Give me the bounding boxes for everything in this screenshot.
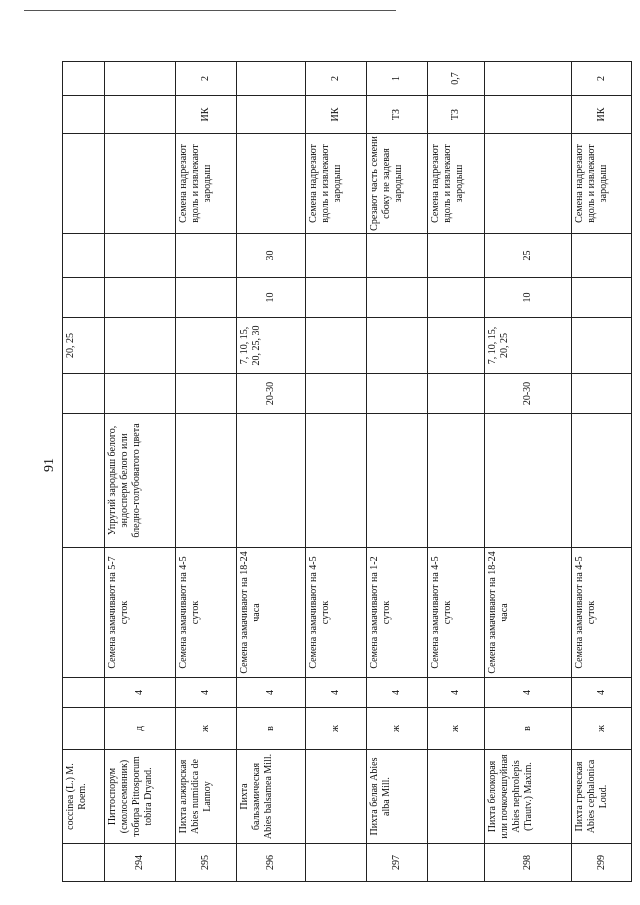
temperature-range: 20-30 bbox=[485, 374, 572, 414]
table-row bbox=[427, 62, 484, 882]
value-cell: 0,7 bbox=[427, 62, 484, 96]
row-number: 299 bbox=[572, 844, 632, 882]
hole-count: 4 bbox=[427, 678, 484, 708]
hole-count: 4 bbox=[572, 678, 632, 708]
table-row bbox=[63, 62, 105, 882]
hole-count: 4 bbox=[237, 678, 306, 708]
days-list: 20, 25 bbox=[63, 318, 105, 374]
temperature-range bbox=[104, 374, 176, 414]
value-cell: 2 bbox=[306, 62, 367, 96]
count-b bbox=[306, 234, 367, 278]
treatment-text: Семена замачивают на 4-5 суток bbox=[306, 548, 367, 678]
treatment-text bbox=[63, 548, 105, 678]
group-letter: ж bbox=[176, 708, 237, 750]
row-number bbox=[427, 844, 484, 882]
temperature-range bbox=[306, 374, 367, 414]
group-letter: ж bbox=[306, 708, 367, 750]
value-cell: 2 bbox=[176, 62, 237, 96]
value-cell bbox=[63, 62, 105, 96]
count-a bbox=[176, 278, 237, 318]
row-number bbox=[306, 844, 367, 882]
count-b bbox=[104, 234, 176, 278]
row-number: 298 bbox=[485, 844, 572, 882]
value-cell bbox=[485, 62, 572, 96]
row-number: 296 bbox=[237, 844, 306, 882]
count-b bbox=[176, 234, 237, 278]
days-list bbox=[306, 318, 367, 374]
method-code: ТЗ bbox=[427, 96, 484, 134]
hole-count bbox=[63, 678, 105, 708]
preparation-note bbox=[104, 134, 176, 234]
preparation-note: Семена надрезают вдоль и извлекают зародыш bbox=[306, 134, 367, 234]
plant-name: Пихта бальзамическая Abies balsamea Mill. bbox=[237, 750, 306, 844]
days-list bbox=[427, 318, 484, 374]
plant-name: coccinea (L.) M. Roem. bbox=[63, 750, 105, 844]
plant-name bbox=[306, 750, 367, 844]
plant-name: Пихта алжирская Abies numidica de Lannoy bbox=[176, 750, 237, 844]
treatment-text: Семена замачивают на 5-7 суток bbox=[104, 548, 176, 678]
treatment-text: Семена замачивают на 1-2 суток bbox=[367, 548, 428, 678]
page-number: 91 bbox=[42, 458, 57, 472]
count-b bbox=[427, 234, 484, 278]
table-row bbox=[176, 62, 237, 882]
value-cell: 2 bbox=[572, 62, 632, 96]
preparation-note bbox=[485, 134, 572, 234]
group-letter: ж bbox=[427, 708, 484, 750]
preparation-note: Семена надрезают вдоль и извлекают зародыш bbox=[427, 134, 484, 234]
treatment-text: Семена замачивают на 4-5 суток bbox=[176, 548, 237, 678]
temperature-range bbox=[427, 374, 484, 414]
plant-name: Пихта белая Abies alba Mill. bbox=[367, 750, 428, 844]
preparation-note: Срезают часть семени сбоку не задевая зародыш bbox=[367, 134, 428, 234]
days-list: 7, 10, 15, 20, 25 bbox=[485, 318, 572, 374]
value-cell bbox=[104, 62, 176, 96]
method-code: ИК bbox=[306, 96, 367, 134]
treatment-text: Семена замачивают на 4-5 суток bbox=[572, 548, 632, 678]
visual-description bbox=[306, 414, 367, 548]
value-cell bbox=[237, 62, 306, 96]
row-number: 294 bbox=[104, 844, 176, 882]
visual-description bbox=[237, 414, 306, 548]
count-a bbox=[427, 278, 484, 318]
temperature-range: 20-30 bbox=[237, 374, 306, 414]
count-a bbox=[63, 278, 105, 318]
count-b bbox=[63, 234, 105, 278]
method-code: ИК bbox=[572, 96, 632, 134]
count-b: 30 bbox=[237, 234, 306, 278]
method-code: ИК bbox=[176, 96, 237, 134]
count-a bbox=[572, 278, 632, 318]
visual-description bbox=[572, 414, 632, 548]
visual-description bbox=[367, 414, 428, 548]
temperature-range bbox=[367, 374, 428, 414]
count-a: 10 bbox=[237, 278, 306, 318]
method-code bbox=[485, 96, 572, 134]
preparation-note bbox=[237, 134, 306, 234]
hole-count: 4 bbox=[306, 678, 367, 708]
hole-count: 4 bbox=[176, 678, 237, 708]
table-row bbox=[485, 62, 572, 882]
preparation-note: Семена надрезают вдоль и извлекают зародыш bbox=[572, 134, 632, 234]
days-list bbox=[176, 318, 237, 374]
method-code bbox=[237, 96, 306, 134]
group-letter: в bbox=[485, 708, 572, 750]
treatment-text: Семена замачивают на 18-24 часа bbox=[485, 548, 572, 678]
group-letter bbox=[63, 708, 105, 750]
top-rule bbox=[24, 10, 396, 11]
plant-name: Пихта белокорая или почкочешуйная Abies nephrolepis (Trautv.) Maxim. bbox=[485, 750, 572, 844]
days-list bbox=[104, 318, 176, 374]
hole-count: 4 bbox=[367, 678, 428, 708]
count-a bbox=[367, 278, 428, 318]
table-row bbox=[367, 62, 428, 882]
days-list bbox=[572, 318, 632, 374]
method-code bbox=[63, 96, 105, 134]
count-a bbox=[306, 278, 367, 318]
table-row bbox=[237, 62, 306, 882]
value-cell: 1 bbox=[367, 62, 428, 96]
count-a: 10 bbox=[485, 278, 572, 318]
row-number bbox=[63, 844, 105, 882]
row-number: 297 bbox=[367, 844, 428, 882]
rotated-table-wrapper bbox=[62, 62, 632, 882]
visual-description bbox=[176, 414, 237, 548]
table-row bbox=[306, 62, 367, 882]
table-row bbox=[104, 62, 176, 882]
temperature-range bbox=[572, 374, 632, 414]
temperature-range bbox=[176, 374, 237, 414]
group-letter: ж bbox=[367, 708, 428, 750]
count-b bbox=[572, 234, 632, 278]
method-code bbox=[104, 96, 176, 134]
visual-description bbox=[485, 414, 572, 548]
treatment-text: Семена замачивают на 18-24 часа bbox=[237, 548, 306, 678]
seed-table bbox=[62, 61, 632, 882]
temperature-range bbox=[63, 374, 105, 414]
count-b bbox=[367, 234, 428, 278]
count-b: 25 bbox=[485, 234, 572, 278]
plant-name bbox=[427, 750, 484, 844]
group-letter: ж bbox=[572, 708, 632, 750]
plant-name: Питтоспорум (смолосемянник) тобира Pittosporum tobira Dryand. bbox=[104, 750, 176, 844]
count-a bbox=[104, 278, 176, 318]
group-letter: д bbox=[104, 708, 176, 750]
days-list bbox=[367, 318, 428, 374]
table-row bbox=[572, 62, 632, 882]
table-body bbox=[63, 62, 632, 882]
hole-count: 4 bbox=[104, 678, 176, 708]
visual-description: Упругий зародыш белого, эндосперм белого или бледно-голубоватого цвета bbox=[104, 414, 176, 548]
preparation-note bbox=[63, 134, 105, 234]
hole-count: 4 bbox=[485, 678, 572, 708]
visual-description bbox=[427, 414, 484, 548]
method-code: ТЗ bbox=[367, 96, 428, 134]
visual-description bbox=[63, 414, 105, 548]
plant-name: Пихта греческая Abies cephalonica Loud. bbox=[572, 750, 632, 844]
row-number: 295 bbox=[176, 844, 237, 882]
treatment-text: Семена замачивают на 4-5 суток bbox=[427, 548, 484, 678]
days-list: 7, 10, 15, 20, 25, 30 bbox=[237, 318, 306, 374]
group-letter: в bbox=[237, 708, 306, 750]
preparation-note: Семена надрезают вдоль и извлекают зародыш bbox=[176, 134, 237, 234]
